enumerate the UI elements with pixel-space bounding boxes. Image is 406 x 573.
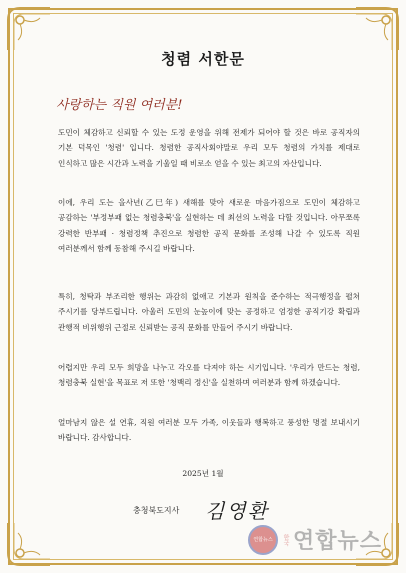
watermark-text: 연합뉴스 bbox=[293, 529, 383, 554]
paragraph: 어렵지만 우리 모두 희망을 나누고 각오를 다져야 하는 시기입니다. '우리가 만드는 청렴, 청렴충북 실현'을 목표로 저 또한 '청백리 정신'을 실천하며 여러분과 함께 하겠습니다. bbox=[58, 363, 360, 388]
watermark-small-text: 한국 bbox=[282, 533, 289, 546]
paragraph: 이에, 우리 도는 을사년(乙巳年) 새해를 맞아 새로운 마음가짐으로 도민이 체감하고 공감하는 '부정부패 없는 청렴충북'을 실현하는 데 최선의 노력을 다할 것입니다. 아무쪼록 강력한 반부패 · 청렴정책 추진으로 청렴한 공직 문화를 조성해 나갈 수 있도록 직원 여러분께서 함께 동참해 주시길 바랍니다. bbox=[58, 198, 360, 253]
corner-ornament-icon bbox=[354, 6, 400, 52]
watermark-logo-icon: 연합뉴스 bbox=[248, 525, 278, 555]
letter-date: 2025년 1월 bbox=[182, 469, 224, 478]
corner-ornament-icon bbox=[6, 6, 52, 52]
signer-title: 충청북도지사 bbox=[133, 506, 180, 515]
news-watermark bbox=[248, 524, 382, 555]
paragraph: 특히, 청탁과 부조리한 행위는 과감히 없애고 기본과 원칙을 준수하는 적극행정을 펼쳐 주시기를 당부드립니다. 아울러 도민의 눈높이에 맞는 공정하고 엄정한 공직기강 확립과 관행적 비위행위 근절로 신뢰받는 공직 문화를 만들어 주시기 바랍니다. bbox=[58, 292, 360, 332]
greeting: 사랑하는 직원 여러분! bbox=[56, 98, 183, 113]
letter-title: 청렴 서한문 bbox=[161, 50, 245, 68]
paragraph: 도민이 체감하고 신뢰할 수 있는 도정 운영을 위해 전제가 되어야 할 것은 바로 공직자의 기본 덕목인 '청렴' 입니다. 청렴한 공직사회야말로 우리 모두 청렴의 가치를 제대로 인식하고 많은 시간과 노력을 기울일 때 비로소 얻을 수 있는 최고의 자산입니다. bbox=[58, 128, 360, 168]
signature: 김영환 bbox=[205, 499, 269, 523]
corner-ornament-icon bbox=[6, 521, 52, 567]
paragraph: 얼마남지 않은 설 연휴, 직원 여러분 모두 가족, 이웃들과 행복하고 풍성한 명절 보내시기 바랍니다. 감사합니다. bbox=[58, 418, 360, 443]
